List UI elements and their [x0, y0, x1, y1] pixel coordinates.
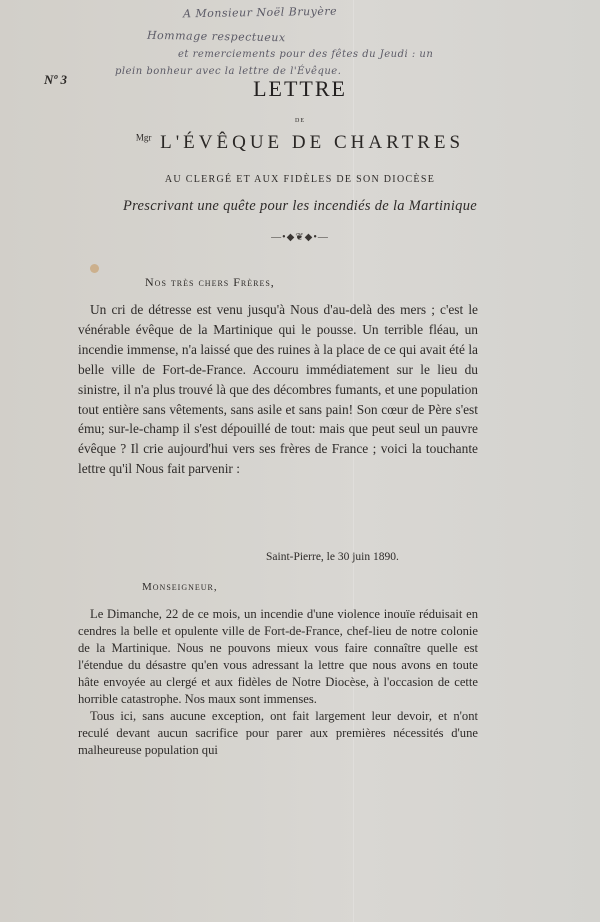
- quoted-letter-place-date: Saint-Pierre, le 30 juin 1890.: [266, 551, 399, 563]
- body-paragraph: Un cri de détresse est venu jusqu'à Nous d'au-delà des mers ; c'est le vénérable évêque de la Martinique qui le pousse. Un terrible fléau, un incendie immense, n'a laissé que des ruines à la place de ce qui avait été la belle ville de Fort-de-France. Accouru immédiatement sur le lieu du sinistre, il n'a plus trouvé là que des décombres fumants, et une population tout entière sans vêtements, sans asile et sans pain! Son cœur de Père s'est ému; sur-le-champ il s'est dépouillé de tout: mais que peut seul un pauvre évêque ? Il crie aujourd'hui vers ses frères de France ; voici la touchante lettre qu'il Nous fait parvenir :: [78, 302, 478, 477]
- quoted-letter-salutation: Monseigneur,: [142, 581, 218, 593]
- paper-stain: [90, 264, 99, 273]
- author-heading: [0, 132, 600, 154]
- author-prefix: Mgr: [135, 132, 152, 143]
- addressee-line: AU CLERGÉ ET AUX FIDÈLES DE SON DIOCÈSE: [164, 174, 436, 185]
- document-title: LETTRE: [253, 76, 347, 101]
- handwritten-dedication-line-1: A Monsieur Noël Bruyère: [182, 4, 338, 21]
- quoted-letter-body: [78, 606, 478, 759]
- quoted-letter-paragraph: Tous ici, sans aucune exception, ont fait largement leur devoir, et n'ont reculé devant aucun sacrifice pour parer aux premières nécessités d'une malheureuse population qui: [78, 709, 478, 757]
- title-preposition: DE: [295, 118, 305, 124]
- author-name: L'ÉVÊQUE DE CHARTRES: [151, 132, 465, 153]
- document-subtitle: Prescrivant une quête pour les incendiés de la Martinique: [122, 198, 477, 214]
- handwritten-dedication-line-3: et remerciements pour des fêtes du Jeudi : un: [178, 49, 434, 60]
- handwritten-dedication-line-4: plein bonheur avec la lettre de l'Évêque.: [115, 66, 342, 77]
- body-section: [78, 300, 478, 479]
- handwritten-dedication-line-2: Hommage respectueux: [146, 28, 286, 45]
- salutation: Nos très chers Frères,: [145, 275, 275, 289]
- ornament-divider-icon: —•◆❦◆•—: [271, 232, 329, 243]
- document-number: Nº 3: [44, 72, 68, 87]
- quoted-letter-paragraph: Le Dimanche, 22 de ce mois, un incendie d'une violence inouïe réduisait en cendres la belle et opulente ville de Fort-de-France, chef-lieu de notre colonie de la Martinique. Nous ne pouvons mieux vous faire connaître quelle est l'étendue du désastre qu'en vous adressant la lettre que nous avons en toute hâte envoyée au clergé et aux fidèles de Notre Diocèse, à l'occasion de cette horrible catastrophe. Nos maux sont immenses.: [78, 607, 478, 706]
